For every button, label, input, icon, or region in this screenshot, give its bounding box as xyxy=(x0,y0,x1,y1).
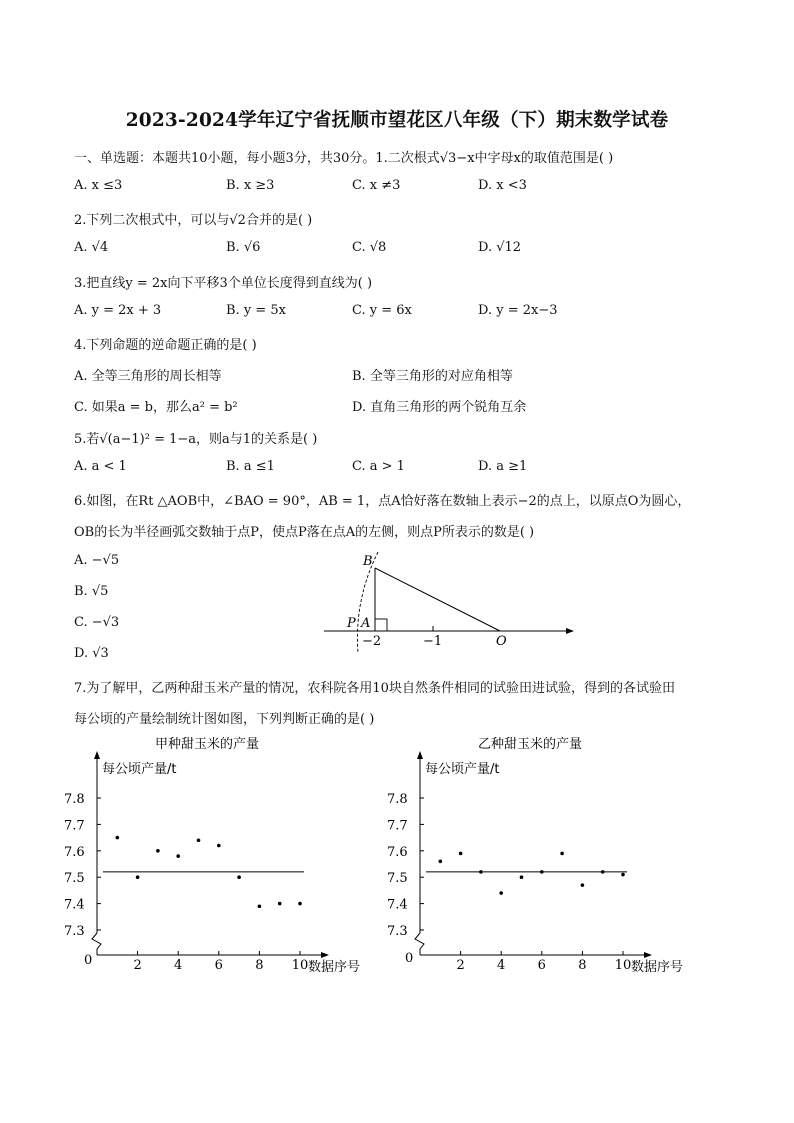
data-point xyxy=(621,873,625,877)
tick-label-minus-2: −2 xyxy=(362,634,382,649)
q5-option-d: D. a ≥1 xyxy=(478,459,528,474)
data-point xyxy=(258,904,262,908)
q1-option-d: D. x <3 xyxy=(478,178,527,193)
data-point xyxy=(278,902,282,906)
x-tick-label: 4 xyxy=(174,958,183,973)
question-1-line xyxy=(74,147,613,166)
x-tick-label: 10 xyxy=(614,958,632,973)
label-b: B xyxy=(363,554,373,569)
y-tick-label: 7.6 xyxy=(387,844,408,860)
q3-option-d: D. y = 2x−3 xyxy=(478,303,558,318)
question-2-stem: 2.下列二次根式中，可以与√2合并的是( ) xyxy=(74,213,313,228)
label-o: O xyxy=(496,634,507,649)
x-tick-label: 6 xyxy=(537,958,546,973)
x-tick-label: 2 xyxy=(133,958,142,973)
chart-yi xyxy=(383,728,703,980)
q3-option-c: C. y = 6x xyxy=(352,303,412,318)
data-point xyxy=(197,838,201,842)
plot-area xyxy=(387,751,652,973)
number-line-figure xyxy=(318,540,582,655)
data-point xyxy=(439,860,443,864)
chart-jia xyxy=(60,728,380,980)
y-tick-label: 7.5 xyxy=(64,871,85,887)
q4-option-b: B. 全等三角形的对应角相等 xyxy=(352,369,513,384)
data-point xyxy=(601,870,605,874)
data-point xyxy=(217,844,221,848)
y-tick-label: 7.7 xyxy=(387,818,408,834)
data-point xyxy=(237,875,241,879)
question-3-stem: 3.把直线y = 2x向下平移3个单位长度得到直线为( ) xyxy=(74,276,373,291)
q5-option-c: C. a > 1 xyxy=(352,459,405,474)
data-point xyxy=(156,849,160,853)
chart-title: 乙种甜玉米的产量 xyxy=(477,737,583,752)
data-point xyxy=(540,870,544,874)
data-point xyxy=(560,852,564,856)
x-tick-label: 6 xyxy=(214,958,223,973)
q6-option-b: B. √5 xyxy=(74,584,109,599)
question-4-stem: 4.下列命题的逆命题正确的是( ) xyxy=(74,338,257,353)
y-tick-label: 7.3 xyxy=(64,924,85,939)
data-point xyxy=(459,852,463,856)
y-axis-arrow xyxy=(417,751,423,759)
x-axis-arrow xyxy=(321,952,329,958)
q4-option-c: C. 如果a = b，那么a² = b² xyxy=(74,400,238,415)
data-point xyxy=(581,883,585,887)
y-tick-label: 7.4 xyxy=(387,897,408,913)
segment-bo xyxy=(375,568,500,631)
q3-option-b: B. y = 5x xyxy=(226,303,286,318)
q6-option-d: D. √3 xyxy=(74,646,109,661)
x-tick-label: 4 xyxy=(497,958,506,973)
q4-option-d: D. 直角三角形的两个锐角互余 xyxy=(352,400,527,415)
question-6-stem-line1: 6.如图，在Rt △AOB中，∠BAO = 90°，AB = 1，点A恰好落在数轴上表示−2的点上，以原点O为圆心， xyxy=(74,494,691,509)
y-tick-label: 7.5 xyxy=(387,871,408,887)
x-axis-label: 数据序号 xyxy=(308,960,361,975)
q5-option-a: A. a < 1 xyxy=(74,459,127,474)
y-tick-label: 7.3 xyxy=(387,924,408,939)
y-tick-label: 7.8 xyxy=(387,792,408,807)
x-axis-label: 数据序号 xyxy=(631,960,684,975)
data-point xyxy=(298,902,302,906)
question-5-stem: 5.若√(a−1)² = 1−a，则a与1的关系是( ) xyxy=(74,432,318,447)
y-tick-label: 7.7 xyxy=(64,818,85,834)
data-point xyxy=(479,870,483,874)
question-1-stem: 1.二次根式√3−x中字母x的取值范围是( ) xyxy=(375,151,614,166)
origin-label: 0 xyxy=(84,953,93,968)
tick-label-minus-1: −1 xyxy=(423,634,443,649)
q1-option-c: C. x ≠3 xyxy=(352,178,401,193)
q1-option-b: B. x ≥3 xyxy=(226,178,275,193)
x-tick-label: 10 xyxy=(291,958,309,973)
y-axis-arrow xyxy=(94,751,100,759)
plot-area xyxy=(64,751,329,973)
y-axis-label: 每公顷产量/t xyxy=(425,762,500,777)
x-tick-label: 8 xyxy=(578,958,587,973)
q4-option-a: A. 全等三角形的周长相等 xyxy=(74,369,222,384)
y-axis-break xyxy=(92,933,101,955)
label-a: A xyxy=(361,616,371,631)
x-tick-label: 8 xyxy=(255,958,264,973)
data-point xyxy=(136,875,140,879)
data-point xyxy=(116,836,120,840)
number-line-arrow xyxy=(566,628,574,634)
q3-option-a: A. y = 2x + 3 xyxy=(74,303,162,318)
q1-option-a: A. x ≤3 xyxy=(74,178,123,193)
page-title: 2023-2024学年辽宁省抚顺市望花区八年级（下）期末数学试卷 xyxy=(125,110,669,131)
y-tick-label: 7.6 xyxy=(64,844,85,860)
data-point xyxy=(520,875,524,879)
y-axis-label: 每公顷产量/t xyxy=(102,762,177,777)
x-axis-arrow xyxy=(644,952,652,958)
data-point xyxy=(176,854,180,858)
q5-option-b: B. a ≤1 xyxy=(226,459,275,474)
x-tick-label: 2 xyxy=(456,958,465,973)
y-axis-break xyxy=(415,933,424,955)
q6-option-a: A. −√5 xyxy=(74,553,120,568)
q2-option-d: D. √12 xyxy=(478,240,522,255)
question-7-stem-line2: 每公顷的产量绘制统计图如图，下列判断正确的是( ) xyxy=(74,712,375,727)
y-tick-label: 7.4 xyxy=(64,897,85,913)
question-6-stem-line2: OB的长为半径画弧交数轴于点P，使点P落在点A的左侧，则点P所表示的数是( ) xyxy=(74,525,535,540)
origin-label: 0 xyxy=(405,951,414,966)
right-angle-mark xyxy=(375,619,387,631)
q6-option-c: C. −√3 xyxy=(74,615,120,630)
q2-option-c: C. √8 xyxy=(352,240,387,255)
y-tick-label: 7.8 xyxy=(64,792,85,807)
chart-title: 甲种甜玉米的产量 xyxy=(154,737,260,752)
data-point xyxy=(499,891,503,895)
section-heading: 一、单选题：本题共10小题，每小题3分，共30分。 xyxy=(74,151,376,166)
label-p: P xyxy=(347,616,356,631)
q2-option-b: B. √6 xyxy=(226,240,261,255)
q2-option-a: A. √4 xyxy=(74,240,109,255)
question-7-stem-line1: 7.为了解甲，乙两种甜玉米产量的情况，农科院各用10块自然条件相同的试验田进试验，得到的各试验田 xyxy=(74,681,675,696)
